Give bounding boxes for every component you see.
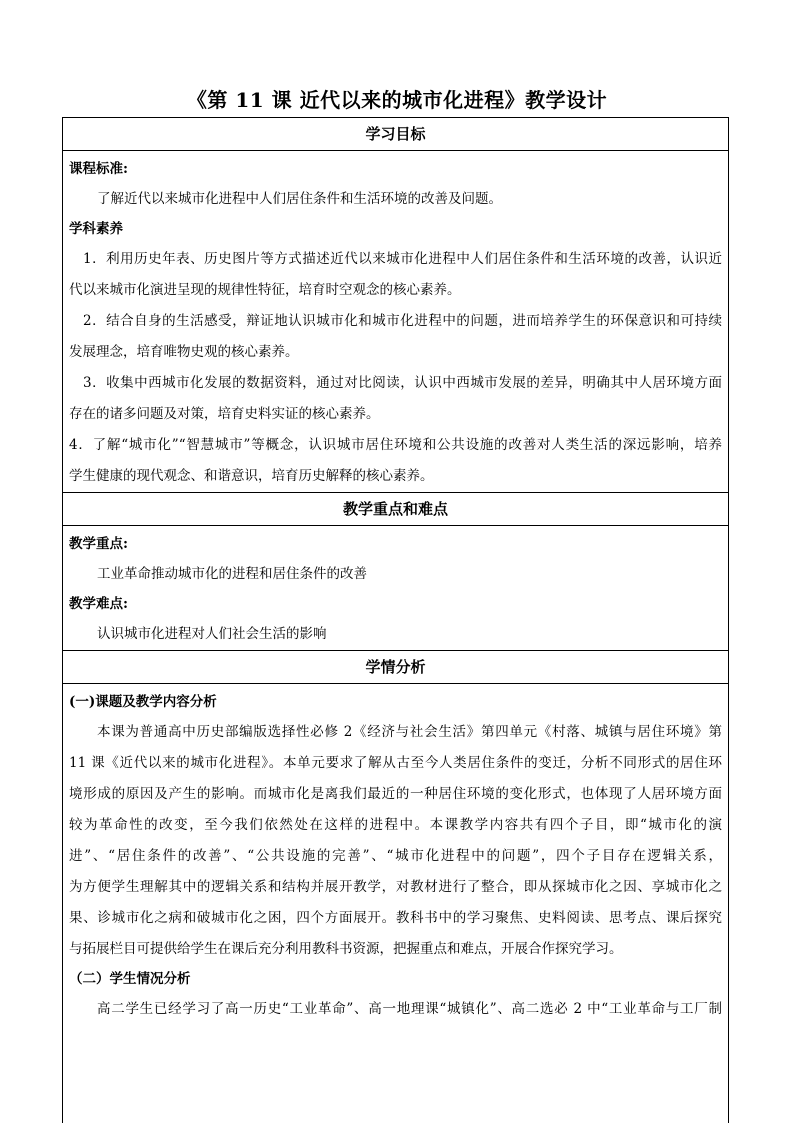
key-point-label: 教学重点: [69,536,128,552]
literacy-item-1-line2: 代以来城市化演进呈现的规律性特征，培育时空观念的核心素养。 [69,282,461,298]
curriculum-text: 了解近代以来城市化进程中人们居住条件和生活环境的改善及问题。 [97,191,502,207]
learner-analysis-cell [63,684,728,1025]
literacy-item-1-line1: 1．利用历史年表、历史图片等方式描述近代以来城市化进程中人们居住条件和生活环境的改善，认识近 [83,251,722,267]
lesson-plan-table [62,117,729,1123]
literacy-item-2-line1: 2．结合自身的生活感受，辩证地认识城市化和城市化进程中的问题，进而培养学生的环保意识和可持续 [83,313,722,329]
student-analysis-text: 高二学生已经学习了高一历史“工业革命”、高一地理课“城镇化”、高二选必 2 中“工业革命与工厂制 [97,1001,722,1017]
section-header-key-points: 教学重点和难点 [63,492,728,526]
key-points-cell [63,526,728,650]
literacy-item-3-line1: 3．收集中西城市化发展的数据资料，通过对比阅读，认识中西城市发展的差异，明确其中人居环境方面 [83,375,722,391]
section-header-objectives: 学习目标 [63,118,728,151]
content-analysis-line: 进”、“居住条件的改善”、“公共设施的完善”、“城市化进程中的问题”，四个子目存在逻辑关系， [69,848,722,864]
content-analysis-line: 果、诊城市化之病和破城市化之困，四个方面展开。教科书中的学习聚焦、史料阅读、思考点、课后探究 [69,910,722,926]
objectives-cell [63,151,728,492]
content-analysis-line: 11 课《近代以来的城市化进程》。本单元要求了解从古至今人类居住条件的变迁，分析不同形式的居住环 [69,755,722,771]
section-header-learner-analysis: 学情分析 [63,650,728,684]
content-analysis-line: 为方便学生理解其中的逻辑关系和结构并展开教学，对教材进行了整合，即从探城市化之因、享城市化之 [69,879,722,895]
content-analysis-label: (一)课题及教学内容分析 [69,694,217,710]
literacy-item-2-line2: 发展理念，培育唯物史观的核心素养。 [69,344,299,360]
content-analysis-line: 较为革命性的改变，至今我们依然处在这样的进程中。本课教学内容共有四个子目，即“城市化的演 [69,817,722,833]
key-point-text: 工业革命推动城市化的进程和居住条件的改善 [97,566,367,582]
document-title: 《第 11 课 近代以来的城市化进程》教学设计 [186,88,608,112]
literacy-label: 学科素养 [69,221,123,237]
literacy-item-3-line2: 存在的诸多问题及对策，培育史料实证的核心素养。 [69,406,380,422]
difficulty-text: 认识城市化进程对人们社会生活的影响 [97,626,327,642]
difficulty-label: 教学难点: [69,596,128,612]
literacy-item-4-line1: 4．了解“城市化”“智慧城市”等概念，认识城市居住环境和公共设施的改善对人类生活的深远影响，培养 [69,437,722,453]
content-analysis-line: 与拓展栏目可提供给学生在课后充分利用教科书资源，把握重点和难点，开展合作探究学习。 [69,941,623,957]
literacy-item-4-line2: 学生健康的现代观念、和谐意识，培育历史解释的核心素养。 [69,468,434,484]
curriculum-label: 课程标准: [69,161,128,177]
content-analysis-line: 本课为普通高中历史部编版选择性必修 2《经济与社会生活》第四单元《村落、城镇与居住环境》第 [97,724,722,740]
student-analysis-label: （二）学生情况分析 [69,971,191,987]
content-analysis-line: 境形成的原因及产生的影响。而城市化是离我们最近的一种居住环境的变化形式，也体现了人居环境方面 [69,786,722,802]
